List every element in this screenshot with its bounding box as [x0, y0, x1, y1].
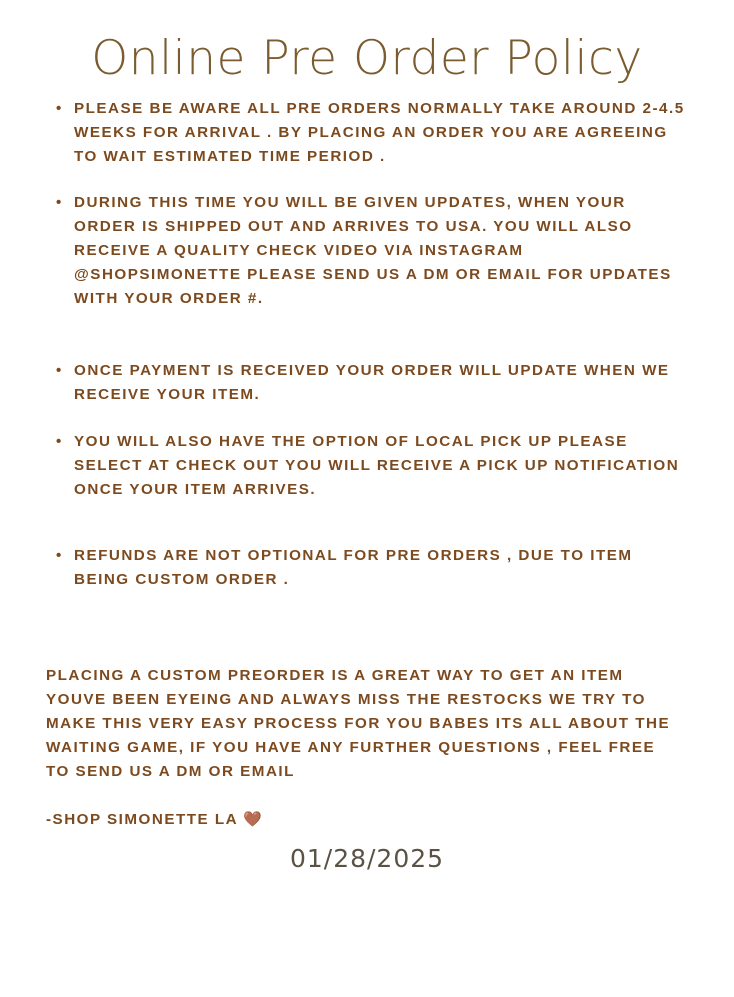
document-date: 01/28/2025 — [289, 843, 445, 873]
list-item: • ONCE PAYMENT IS RECEIVED YOUR ORDER WILL UPDATE WHEN WE RECEIVE YOUR ITEM. — [56, 359, 688, 407]
policy-bullet-list — [0, 97, 734, 591]
signature-text: -SHOP SIMONETTE LA — [46, 810, 238, 828]
list-item: • PLEASE BE AWARE ALL PRE ORDERS NORMALLY TAKE AROUND 2-4.5 WEEKS FOR ARRIVAL . BY PLACING AN ORDER YOU ARE AGREEING TO WAIT ESTIMATED TIME PERIOD . — [56, 97, 688, 169]
signature-line — [0, 810, 734, 828]
page-title: Online Pre Order Policy — [91, 31, 643, 86]
brown-heart-icon: 🤎 — [243, 810, 262, 828]
list-item: • REFUNDS ARE NOT OPTIONAL FOR PRE ORDERS , DUE TO ITEM BEING CUSTOM ORDER . — [56, 544, 688, 592]
policy-document — [0, 31, 734, 997]
list-item: • YOU WILL ALSO HAVE THE OPTION OF LOCAL PICK UP PLEASE SELECT AT CHECK OUT YOU WILL RECEIVE A PICK UP NOTIFICATION ONCE YOUR ITEM ARRIVES. — [56, 430, 688, 502]
closing-paragraph: PLACING A CUSTOM PREORDER IS A GREAT WAY TO GET AN ITEM YOUVE BEEN EYEING AND ALWAYS MISS THE RESTOCKS WE TRY TO MAKE THIS VERY EASY PROCESS FOR YOU BABES ITS ALL ABOUT THE WAITING GAME, IF YOU HAVE ANY FURTHER QUESTIONS , FEEL FREE TO SEND US A DM OR EMAIL — [46, 666, 671, 780]
list-item: • DURING THIS TIME YOU WILL BE GIVEN UPDATES, WHEN YOUR ORDER IS SHIPPED OUT AND ARRIVES TO USA. YOU WILL ALSO RECEIVE A QUALITY CHECK VIDEO VIA INSTAGRAM @SHOPSIMONETTE PLEASE SEND US A DM OR EMAIL FOR UPDATES WITH YOUR ORDER #. — [56, 191, 688, 311]
